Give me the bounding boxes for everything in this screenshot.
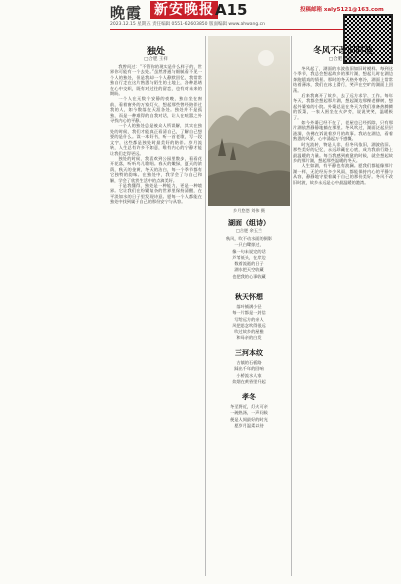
paragraph: 一个人的独处总是被众人所误解，其实在独处的时候，我们才能真正看清自己，了解自己想要的是什么。读一本好书，听一首老歌，写一段文字，这些都是独处时最美好的陪伴。岁月流转，人生总有许多不如意，唯有内心的宁静才能让我们走得更远。 <box>110 123 202 156</box>
poem-line: 也把我的心事收藏 <box>232 273 266 279</box>
poem-title: 孝冬 <box>242 392 256 401</box>
poem-line: 像一句未说完的话 <box>232 248 266 254</box>
paragraph: 一个人在无数个安静的夜晚，独自坐在窗前，看着窗外的万家灯火，想起那些曾经陪伴过我的人，如今散落在天涯各处。独处并不是孤独，而是一种难得的自我对话，让人在喧嚣之外寻找内心的平静。 <box>110 96 202 124</box>
poem-lines <box>212 304 286 342</box>
poem-line: 湖水把天空收藏 <box>234 267 264 273</box>
poem-line: 芦苇低头，在岸边 <box>232 254 266 260</box>
poem-lines <box>212 360 286 385</box>
poem-lines <box>212 236 286 280</box>
right-article-byline: □合肥 李晓华 <box>328 57 358 62</box>
column-divider <box>291 36 292 576</box>
poem-line: 炊烟在黄昏里升起 <box>232 378 266 384</box>
poem-title: 秋天怀想 <box>235 292 263 301</box>
left-article-byline: □合肥 王祥 <box>144 57 168 62</box>
landscape-illustration <box>208 36 290 206</box>
poem-lines <box>212 404 286 429</box>
paragraph: 时光流转，物是人非，但冬风依旧，湖波依旧。那些美好的记忆，永远珍藏在心底，成为我前行路上最温暖的力量。每当我感到疲惫的时候，就会想起故乡的那片湖，想起那些温暖的冬天。 <box>293 141 393 163</box>
photo-caption: 乡月悠悠 刘伟 摄 <box>233 208 265 213</box>
poem-line: 吹过故乡的屋檐 <box>234 329 264 335</box>
moon-icon <box>258 50 274 66</box>
issue-info: 2023.12.15 星期五 责任编辑 0551-62603850 版面编辑 www.ahwang.cn <box>110 22 265 27</box>
poem-line: 一只白鹭掠过， <box>234 242 264 248</box>
page-number: A15 <box>215 1 248 19</box>
poem-line: 落叶铺满小径 <box>236 304 262 309</box>
masthead-divider <box>110 29 343 30</box>
poem-line: 写给远方的亲人 <box>234 316 264 322</box>
poem-line: 愿岁月温柔以待 <box>234 422 264 428</box>
right-article-title: 冬风不改旧时波 <box>313 46 373 56</box>
poem-line: 每一片都是一封信 <box>232 310 266 316</box>
poem-line: 便是人间最好的时光 <box>230 416 268 422</box>
paragraph: 我曾问过：“不管你的现实是什么样子的，世界你可能有一个去处。”虽然普通与细腻看不见一个人的独处，但是我却一个人静默回忆，我常常独自行走在这片熟悉与陌生的土地上，各种思绪在心中交织，既有对过往的留恋，也有对未来的期盼。 <box>110 64 202 97</box>
paragraph: 人生如湖，有平静也有波澜。愿我们都能像那片湖一样，无论经历多少风雨，都能保持内心的平静与从容，静静地守望着属于自己的那份美好。冬风不改旧时波，故乡永远是心中最温暖的港湾。 <box>293 163 393 185</box>
paragraph: 于是我懂得，独处是一种能力，更是一种境界。它让我们在纷繁复杂的世界里保持清醒，在平淡如水的日子里发现诗意。愿每一个人都能在独处中找到属于自己的那份安宁与从容。 <box>110 182 202 205</box>
paragraph: 如今外婆已经不在了，老屋也已经拆除，只有那片湖依然静静地躺在那里。冬风吹过，湖面泛起层层涟漪，仿佛在诉说着岁月的故事。我站在湖边，看着熟悉的风景，心中涌起万千感慨。 <box>293 120 393 142</box>
poem-line: 数着流逝的日子 <box>234 261 264 267</box>
submission-email: 投稿邮箱 xaly5121@163.com <box>300 7 384 13</box>
poem-line: 踩出千年的回响 <box>234 366 264 372</box>
paragraph: 后来我离开了故乡，去了远方求学、工作。每年冬天，我都会想起那片湖，想起湖边那棵老柳树，想起外婆家的小院。外婆总是在冬天为我们准备热腾腾的饭菜，一家人围坐在火炉旁，说说笑笑，温暖极了。 <box>293 93 393 120</box>
column-divider <box>205 36 206 576</box>
masthead <box>0 0 401 30</box>
left-article-title: 独处 <box>146 47 165 57</box>
poem-title: 三河本纹 <box>235 348 263 357</box>
landscape-photo <box>208 36 290 206</box>
poem-line: 古镇的石板路 <box>236 360 262 365</box>
poem-line: 小桥流水人家 <box>236 372 262 378</box>
poem-line: 一碗热汤，一声问候 <box>230 410 268 416</box>
left-article-body <box>110 64 202 576</box>
poetry-column <box>208 36 290 576</box>
newspaper-logo: 新安晚报 <box>150 1 218 19</box>
section-title: 晚霞 <box>110 4 143 22</box>
poem-title: 湖面（组诗） <box>228 218 270 227</box>
poem-byline: □合肥 余玉兰 <box>235 228 263 233</box>
poem-line: 秋风，吹不动水面的倒影 <box>225 236 273 241</box>
paragraph: 独处的时候，我喜欢到公园里散步，看看花开花落，听听鸟儿歌唱。春天的嫩绿，夏天的浓荫，秋天的金黄，冬天的洁白，每一个季节都有它独特的韵味。在独处中，我学会了与自己和解，学会了欣赏生活中的点滴美好。 <box>110 155 202 183</box>
paragraph: 冬风起了，湖面的水波依旧如旧时模样。每到这个季节，我总会想起故乡的那片湖，想起儿时在湖边奔跑嬉戏的情景。那时的冬天格外寒冷，湖面上常常结着薄冰，我们在冰上滑行，笑声在空旷的湖面上回荡。 <box>293 66 393 93</box>
poem-line: 风把思念吹得很远 <box>232 322 266 328</box>
poem-line: 冬至将近，灯火可亲 <box>230 404 268 409</box>
poem-line: 和母亲的白发 <box>236 335 262 341</box>
right-article-body <box>293 66 393 576</box>
